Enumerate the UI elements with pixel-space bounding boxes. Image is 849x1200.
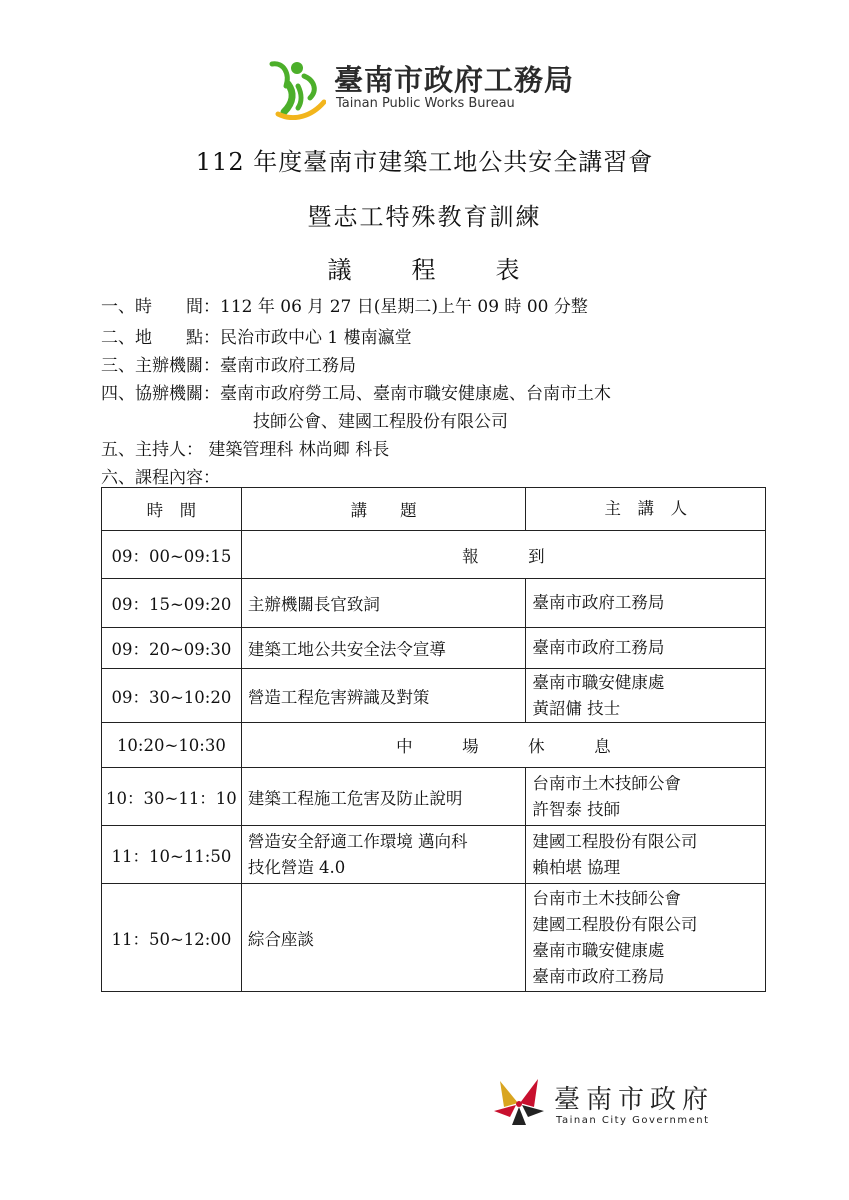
speaker-line: 台南市土木技師公會 bbox=[532, 888, 681, 908]
info-time bbox=[101, 292, 588, 317]
speaker-line: 建國工程股份有限公司 bbox=[532, 831, 698, 851]
table-row bbox=[102, 628, 766, 669]
header-org-name-zh: 臺南市政府工務局 bbox=[334, 63, 575, 97]
info-moderator-value: 建築管理科 林尚卿 科長 bbox=[203, 440, 390, 460]
agenda-heading-char-3: 表 bbox=[495, 256, 522, 284]
row-time: 09：15~09:20 bbox=[102, 579, 242, 628]
row-time: 11：10~11:50 bbox=[102, 826, 242, 884]
info-co-host-value: 臺南市政府勞工局、臺南市職安健康處、台南市土木 bbox=[220, 384, 611, 404]
row-topic: 營造工程危害辨識及對策 bbox=[241, 669, 526, 723]
info-place bbox=[101, 323, 412, 348]
row-speaker bbox=[526, 884, 766, 992]
speaker-line: 臺南市政府工務局 bbox=[532, 966, 665, 986]
row-speaker bbox=[526, 768, 766, 826]
topic-line: 營造安全舒適工作環境 邁向科 bbox=[247, 831, 468, 851]
header-topic: 講 題 bbox=[241, 488, 526, 531]
speaker-line: 台南市土木技師公會 bbox=[532, 773, 681, 793]
schedule-table bbox=[101, 487, 766, 992]
row-break: 中 場 休 息 bbox=[241, 723, 765, 768]
info-moderator bbox=[101, 435, 389, 460]
speaker-line: 黃詔傭 技士 bbox=[532, 698, 621, 718]
agenda-heading bbox=[0, 250, 849, 285]
header-speaker: 主 講 人 bbox=[526, 488, 766, 531]
table-row bbox=[102, 579, 766, 628]
document-subtitle: 暨志工特殊教育訓練 bbox=[307, 203, 542, 231]
header-org-name-en: Tainan Public Works Bureau bbox=[336, 96, 515, 111]
speaker-line: 賴柏堪 協理 bbox=[532, 857, 621, 877]
row-speaker bbox=[526, 669, 766, 723]
row-registration: 報 到 bbox=[241, 531, 765, 579]
header-time: 時 間 bbox=[102, 488, 242, 531]
footer-org-name-en: Tainan City Government bbox=[556, 1115, 710, 1126]
row-topic: 綜合座談 bbox=[241, 884, 526, 992]
row-topic: 建築工地公共安全法令宣導 bbox=[241, 628, 526, 669]
public-works-bureau-logo bbox=[264, 56, 594, 120]
table-row bbox=[102, 531, 766, 579]
info-moderator-label: 五、主持人： bbox=[101, 440, 203, 460]
agenda-heading-char-2: 程 bbox=[411, 256, 438, 284]
info-place-label: 二、地 點： bbox=[101, 328, 220, 348]
tainan-city-government-logo-icon bbox=[490, 1077, 548, 1129]
table-row bbox=[102, 723, 766, 768]
row-time: 11：50~12:00 bbox=[102, 884, 242, 992]
footer-org-name-zh: 臺南市政府 bbox=[554, 1085, 715, 1115]
info-host-label: 三、主辦機關： bbox=[101, 356, 220, 376]
row-time: 09：20~09:30 bbox=[102, 628, 242, 669]
tainan-city-government-logo bbox=[490, 1075, 730, 1135]
info-co-host-label: 四、協辦機關： bbox=[101, 384, 220, 404]
public-works-bureau-logo-icon bbox=[264, 56, 326, 120]
table-row bbox=[102, 768, 766, 826]
row-topic: 建築工程施工危害及防止說明 bbox=[241, 768, 526, 826]
info-co-host bbox=[101, 379, 611, 404]
row-speaker: 臺南市政府工務局 bbox=[526, 579, 766, 628]
info-host-value: 臺南市政府工務局 bbox=[220, 356, 356, 376]
row-time: 10:20~10:30 bbox=[102, 723, 242, 768]
row-time: 09：00~09:15 bbox=[102, 531, 242, 579]
row-topic: 主辦機關長官致詞 bbox=[241, 579, 526, 628]
speaker-line: 臺南市職安健康處 bbox=[532, 672, 665, 692]
row-time: 09：30~10:20 bbox=[102, 669, 242, 723]
info-host bbox=[101, 351, 356, 376]
document-title: 112 年度臺南市建築工地公共安全講習會 bbox=[195, 148, 654, 176]
table-row bbox=[102, 826, 766, 884]
row-speaker bbox=[526, 826, 766, 884]
info-place-value: 民治市政中心 1 樓南瀛堂 bbox=[220, 328, 412, 348]
table-header-row bbox=[102, 488, 766, 531]
row-time: 10：30~11：10 bbox=[102, 768, 242, 826]
speaker-line: 建國工程股份有限公司 bbox=[532, 914, 698, 934]
row-topic bbox=[241, 826, 526, 884]
info-course bbox=[101, 463, 220, 488]
speaker-line: 許智泰 技師 bbox=[532, 799, 621, 819]
table-row bbox=[102, 669, 766, 723]
agenda-heading-char-1: 議 bbox=[327, 256, 354, 284]
table-row bbox=[102, 884, 766, 992]
info-co-host-line2: 技師公會、建國工程股份有限公司 bbox=[253, 412, 508, 432]
info-course-label: 六、課程內容： bbox=[101, 468, 220, 488]
topic-line: 技化營造 4.0 bbox=[247, 857, 346, 877]
row-speaker: 臺南市政府工務局 bbox=[526, 628, 766, 669]
info-time-value: 112 年 06 月 27 日(星期二)上午 09 時 00 分整 bbox=[220, 297, 588, 317]
info-time-label: 一、時 間： bbox=[101, 297, 220, 317]
speaker-line: 臺南市職安健康處 bbox=[532, 940, 665, 960]
